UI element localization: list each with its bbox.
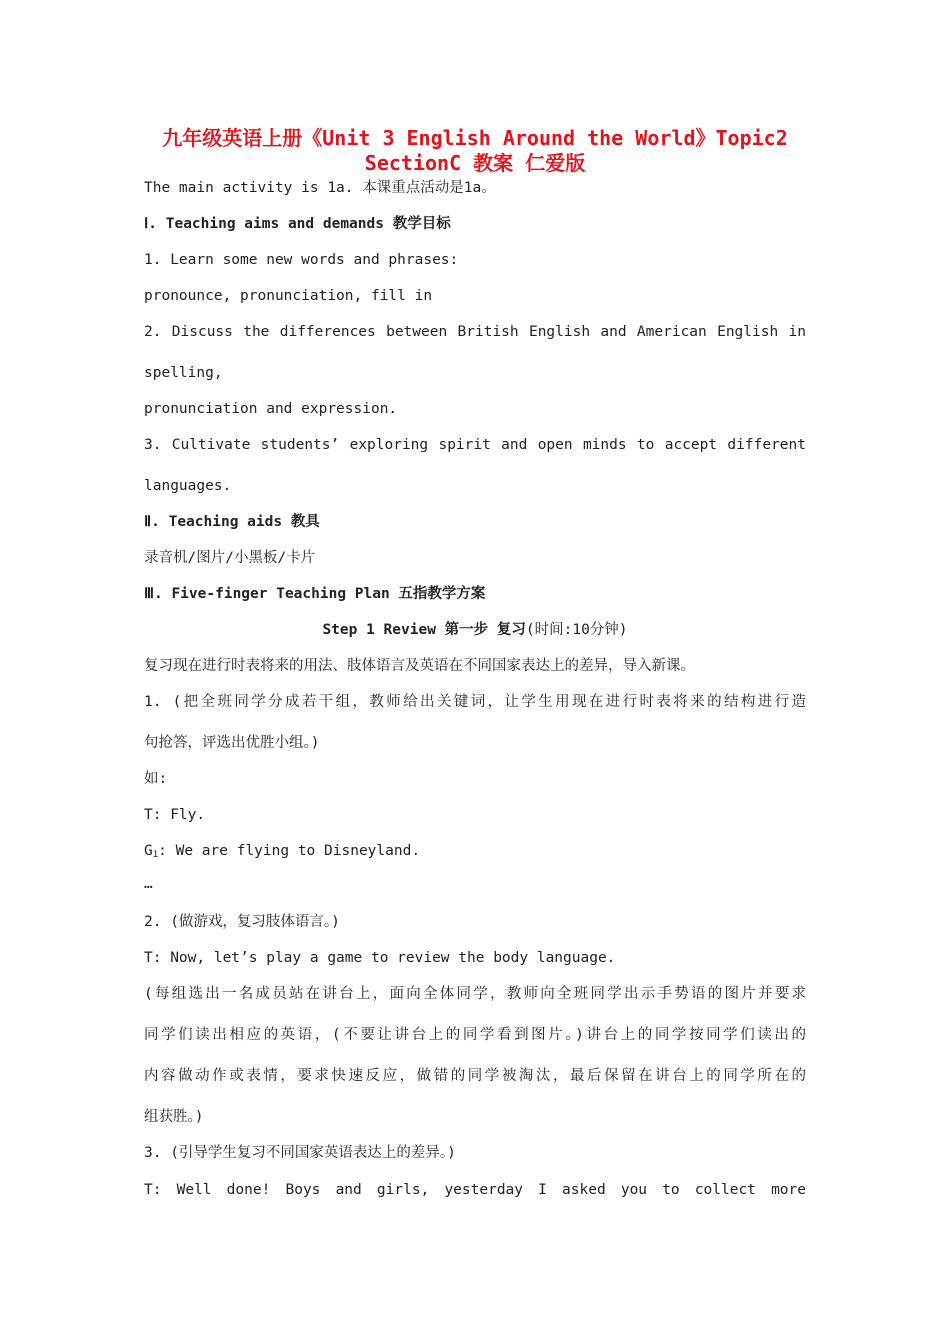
section-heading-aims: Ⅰ. Teaching aims and demands 教学目标 bbox=[144, 216, 451, 232]
teaching-aids-list: 录音机/图片/小黑板/卡片 bbox=[144, 550, 316, 566]
review-item-2: 2. (做游戏，复习肢体语言。) bbox=[144, 914, 340, 930]
aim-item-2-continued-2: pronunciation and expression. bbox=[144, 401, 398, 417]
dialogue-group-answer bbox=[144, 841, 420, 865]
aim-item-2: 2. Discuss the differences between British English and American English in bbox=[144, 324, 806, 340]
group-prefix: G bbox=[144, 843, 153, 859]
document-title-line-1: 九年级英语上册《Unit 3 English Around the World》Topic2 bbox=[162, 126, 788, 150]
step-1-heading bbox=[0, 620, 950, 640]
review-item-1-continued: 句抢答，评选出优胜小组。) bbox=[144, 735, 320, 751]
dialogue-teacher-fly: T: Fly. bbox=[144, 807, 206, 823]
aim-item-3: 3. Cultivate students’ exploring spirit and open minds to accept different bbox=[144, 437, 806, 453]
review-item-1: 1. (把全班同学分成若干组，教师给出关键词，让学生用现在进行时表将来的结构进行造 bbox=[144, 694, 806, 710]
intro-text: The main activity is 1a. 本课重点活动是1a。 bbox=[144, 180, 496, 196]
step-1-time: (时间:10分钟) bbox=[525, 622, 628, 638]
game-description-line-1: (每组选出一名成员站在讲台上，面向全体同学，教师向全班同学出示手势语的图片并要求 bbox=[144, 986, 806, 1002]
ellipsis: … bbox=[144, 876, 153, 892]
step-1-title: Step 1 Review 第一步 复习 bbox=[322, 622, 526, 638]
aim-item-1: 1. Learn some new words and phrases: bbox=[144, 252, 459, 268]
game-description-line-4: 组获胜。) bbox=[144, 1109, 204, 1125]
example-label: 如: bbox=[144, 771, 168, 787]
section-heading-plan: Ⅲ. Five-finger Teaching Plan 五指教学方案 bbox=[144, 586, 486, 602]
document-title-line-2: SectionC 教案 仁爱版 bbox=[364, 151, 586, 175]
aim-item-3-continued: languages. bbox=[144, 478, 232, 494]
game-description-line-3: 内容做动作或表情，要求快速反应，做错的同学被淘汰，最后保留在讲台上的同学所在的 bbox=[144, 1068, 806, 1084]
group-answer-text: : We are flying to Disneyland. bbox=[158, 843, 421, 859]
aim-item-2-continued: spelling, bbox=[144, 365, 223, 381]
section-heading-aids: Ⅱ. Teaching aids 教具 bbox=[144, 514, 320, 530]
review-item-3: 3. (引导学生复习不同国家英语表达上的差异。) bbox=[144, 1145, 456, 1161]
group-number: 1 bbox=[152, 850, 159, 860]
dialogue-teacher-game: T: Now, let’s play a game to review the body language. bbox=[144, 950, 616, 966]
game-description-line-2: 同学们读出相应的英语，(不要让讲台上的同学看到图片。)讲台上的同学按同学们读出的 bbox=[144, 1027, 806, 1043]
dialogue-teacher-well-done: T: Well done! Boys and girls, yesterday I asked you to collect more bbox=[144, 1182, 806, 1198]
review-intro: 复习现在进行时表将来的用法、肢体语言及英语在不同国家表达上的差异，导入新课。 bbox=[144, 658, 695, 674]
aim-item-1-words: pronounce, pronunciation, fill in bbox=[144, 288, 433, 304]
